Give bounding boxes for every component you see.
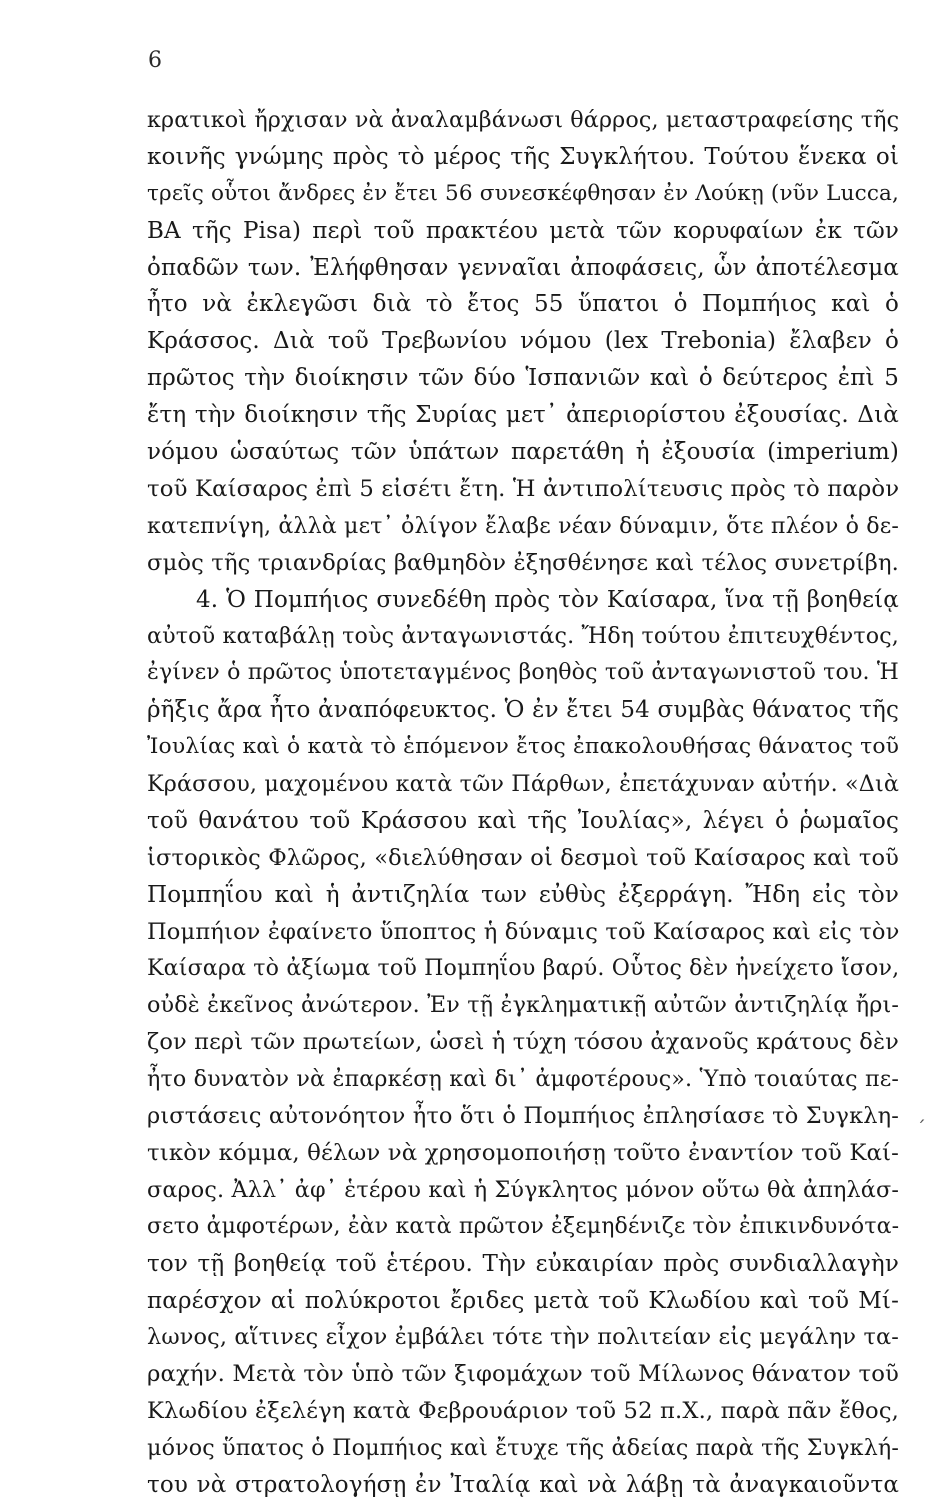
body-text bbox=[147, 102, 899, 1504]
text-line: ΒΑ τῆς Pisa) περὶ τοῦ πρακτέου μετὰ τῶν κορυφαίων ἐκ τῶν bbox=[147, 217, 899, 244]
text-line: τοῦ Καίσαρος ἐπὶ 5 εἰσέτι ἔτη. Ἡ ἀντιπολίτευσις πρὸς τὸ παρὸν bbox=[147, 475, 900, 502]
text-line: τον τῇ βοηθείᾳ τοῦ ἑτέρου. Τὴν εὐκαιρίαν πρὸς συνδιαλλαγὴν bbox=[147, 1250, 899, 1277]
text-line: ἱστορικὸς Φλῶρος, «διελύθησαν οἱ δεσμοὶ τοῦ Καίσαρος καὶ τοῦ bbox=[147, 844, 899, 871]
text-line: Κράσσου, μαχομένου κατὰ τῶν Πάρθων, ἐπετάχυναν αὐτήν. «Διὰ bbox=[147, 771, 899, 798]
text-line: Πομπηΐου καὶ ἡ ἀντιζηλία των εὐθὺς ἐξερράγη. Ἤδη εἰς τὸν bbox=[147, 881, 899, 908]
text-line: κατεπνίγη, ἀλλὰ μετ᾽ ὀλίγον ἔλαβε νέαν δύναμιν, ὅτε πλέον ὁ δε- bbox=[147, 512, 899, 539]
text-line: τρεῖς οὗτοι ἄνδρες ἐν ἔτει 56 συνεσκέφθησαν ἐν Λούκῃ (νῦν Lucca, bbox=[147, 180, 899, 206]
text-line: του νὰ στρατολογήσῃ ἐν Ἰταλίᾳ καὶ νὰ λάβῃ τὰ ἀναγκαιοῦντα bbox=[147, 1471, 899, 1498]
page-number: 6 bbox=[148, 48, 162, 73]
text-line: Κράσσος. Διὰ τοῦ Τρεβωνίου νόμου (lex Trebonia) ἔλαβεν ὁ bbox=[147, 328, 899, 355]
text-line: ἦτο νὰ ἐκλεγῶσι διὰ τὸ ἔτος 55 ὕπατοι ὁ Πομπήιος καὶ ὁ bbox=[147, 291, 899, 318]
text-line: Ἰουλίας καὶ ὁ κατὰ τὸ ἑπόμενον ἔτος ἐπακολουθήσας θάνατος τοῦ bbox=[147, 734, 900, 760]
text-line: ζον περὶ τῶν πρωτείων, ὡσεὶ ἡ τύχη τόσου ἀχανοῦς κράτους δὲν bbox=[147, 1029, 899, 1056]
margin-mark: ´ bbox=[916, 1116, 926, 1140]
text-line: τικὸν κόμμα, θέλων νὰ χρησομοποιήσῃ τοῦτο ἐναντίον τοῦ Καί- bbox=[147, 1139, 899, 1166]
text-line: κρατικοὶ ἤρχισαν νὰ ἀναλαμβάνωσι θάρρος, μεταστραφείσης τῆς bbox=[147, 107, 900, 133]
text-line: Πομπήιον ἐφαίνετο ὕποπτος ἡ δύναμις τοῦ Καίσαρος καὶ εἰς τὸν bbox=[147, 918, 900, 945]
text-line: 4. Ὁ Πομπήιος συνεδέθη πρὸς τὸν Καίσαρα, ἵνα τῇ βοηθείᾳ bbox=[196, 586, 899, 613]
text-line: Κλωδίου ἐξελέγη κατὰ Φεβρουάριον τοῦ 52 π.Χ., παρὰ πᾶν ἔθος, bbox=[147, 1398, 899, 1425]
text-line: σετο ἀμφοτέρων, ἐὰν κατὰ πρῶτον ἐξεμηδένιζε τὸν ἐπικινδυνότα- bbox=[147, 1213, 900, 1239]
text-line: ἔτη τὴν διοίκησιν τῆς Συρίας μετ᾽ ἀπεριορίστου ἐξουσίας. Διὰ bbox=[147, 402, 899, 429]
text-line: κοινῆς γνώμης πρὸς τὸ μέρος τῆς Συγκλήτου. Τούτου ἕνεκα οἱ bbox=[147, 143, 899, 170]
text-line: ἦτο δυνατὸν νὰ ἐπαρκέσῃ καὶ δι᾽ ἀμφοτέρους». Ὑπὸ τοιαύτας πε- bbox=[147, 1066, 899, 1093]
text-line: ὀπαδῶν των. Ἐλήφθησαν γενναῖαι ἀποφάσεις, ὧν ἀποτέλεσμα bbox=[147, 254, 899, 281]
text-line: ραχήν. Μετὰ τὸν ὑπὸ τῶν ξιφομάχων τοῦ Μίλωνος θάνατον τοῦ bbox=[147, 1361, 899, 1388]
text-line: ριστάσεις αὐτονόητον ἦτο ὅτι ὁ Πομπήιος ἐπλησίασε τὸ Συγκλη- bbox=[147, 1103, 899, 1130]
text-line: Καίσαρα τὸ ἀξίωμα τοῦ Πομπηΐου βαρύ. Οὗτος δὲν ἠνείχετο ἴσον, bbox=[147, 955, 900, 982]
text-line: αὐτοῦ καταβάλῃ τοὺς ἀνταγωνιστάς. Ἤδη τούτου ἐπιτευχθέντος, bbox=[147, 623, 899, 650]
text-line: σαρος. Ἀλλ᾽ ἀφ᾽ ἑτέρου καὶ ἡ Σύγκλητος μόνον οὕτω θὰ ἀπηλάσ- bbox=[147, 1176, 899, 1203]
text-line: νόμου ὡσαύτως τῶν ὑπάτων παρετάθη ἡ ἐξουσία (imperium) bbox=[147, 439, 899, 466]
text-line: οὐδὲ ἐκεῖνος ἀνώτερον. Ἐν τῇ ἐγκληματικῇ αὐτῶν ἀντιζηλίᾳ ἤρι- bbox=[147, 992, 899, 1019]
text-line: μόνος ὕπατος ὁ Πομπήιος καὶ ἔτυχε τῆς ἀδείας παρὰ τῆς Συγκλή- bbox=[147, 1435, 899, 1462]
text-line: πρῶτος τὴν διοίκησιν τῶν δύο Ἱσπανιῶν καὶ ὁ δεύτερος ἐπὶ 5 bbox=[147, 365, 899, 392]
text-line: ἐγίνεν ὁ πρῶτος ὑποτεταγμένος βοηθὸς τοῦ ἀνταγωνιστοῦ του. Ἡ bbox=[147, 660, 899, 686]
text-line: λωνος, αἵτινες εἶχον ἐμβάλει τότε τὴν πολιτείαν εἰς μεγάλην τα- bbox=[147, 1324, 899, 1351]
text-line: τοῦ θανάτου τοῦ Κράσσου καὶ τῆς Ἰουλίας», λέγει ὁ ῥωμαῖος bbox=[147, 807, 899, 834]
text-line: παρέσχον αἱ πολύκροτοι ἔριδες μετὰ τοῦ Κλωδίου καὶ τοῦ Μί- bbox=[147, 1287, 899, 1314]
text-line: ῥῆξις ἄρα ἦτο ἀναπόφευκτος. Ὁ ἐν ἔτει 54 συμβὰς θάνατος τῆς bbox=[147, 697, 899, 724]
text-line: σμὸς τῆς τριανδρίας βαθμηδὸν ἐξησθένησε καὶ τέλος συνετρίβη. bbox=[147, 549, 899, 576]
